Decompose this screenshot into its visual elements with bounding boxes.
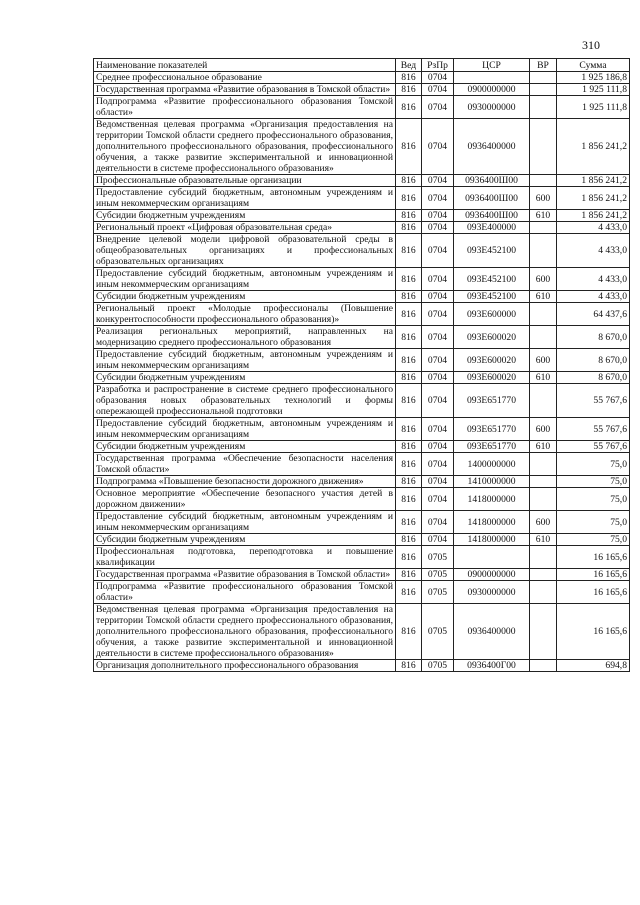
- row-rzpr: 0704: [422, 187, 454, 210]
- row-ved: 816: [396, 511, 422, 534]
- row-vr: [530, 234, 557, 268]
- row-sum: 75,0: [557, 476, 630, 488]
- row-vr: [530, 326, 557, 349]
- row-sum: 1 925 111,8: [557, 84, 630, 96]
- row-ved: 816: [396, 546, 422, 569]
- table-row: [94, 291, 630, 303]
- row-sum: 75,0: [557, 511, 630, 534]
- row-vr: 610: [530, 372, 557, 384]
- row-rzpr: 0704: [422, 511, 454, 534]
- row-vr: 610: [530, 291, 557, 303]
- row-csr: 093E600020: [454, 326, 530, 349]
- row-csr: 093E400000: [454, 222, 530, 234]
- row-vr: [530, 488, 557, 511]
- table-row: [94, 268, 630, 291]
- row-name: Субсидии бюджетным учреждениям: [94, 372, 396, 384]
- row-vr: [530, 660, 557, 672]
- row-name: Разработка и распространение в системе среднего профессионального образования новых образовательных технологий и формы опережающей профессиональной подготовки: [94, 384, 396, 418]
- table-row: [94, 326, 630, 349]
- row-rzpr: 0705: [422, 546, 454, 569]
- row-ved: 816: [396, 187, 422, 210]
- row-vr: 610: [530, 441, 557, 453]
- table-row: [94, 303, 630, 326]
- row-rzpr: 0704: [422, 210, 454, 222]
- row-name: Субсидии бюджетным учреждениям: [94, 291, 396, 303]
- row-name: Подпрограмма «Повышение безопасности дорожного движения»: [94, 476, 396, 488]
- row-vr: [530, 72, 557, 84]
- table-row: [94, 72, 630, 84]
- row-rzpr: 0704: [422, 175, 454, 187]
- row-rzpr: 0704: [422, 96, 454, 119]
- table-row: [94, 534, 630, 546]
- table-row: [94, 604, 630, 660]
- row-sum: 8 670,0: [557, 349, 630, 372]
- row-csr: 093E600020: [454, 349, 530, 372]
- row-sum: 1 925 186,8: [557, 72, 630, 84]
- row-name: Субсидии бюджетным учреждениям: [94, 441, 396, 453]
- row-csr: 1418000000: [454, 488, 530, 511]
- row-vr: [530, 581, 557, 604]
- header-csr: ЦСР: [454, 59, 530, 72]
- table-row: [94, 349, 630, 372]
- row-csr: 093E651770: [454, 441, 530, 453]
- row-vr: [530, 303, 557, 326]
- row-vr: [530, 546, 557, 569]
- row-rzpr: 0704: [422, 72, 454, 84]
- row-vr: [530, 222, 557, 234]
- row-sum: 4 433,0: [557, 234, 630, 268]
- row-ved: 816: [396, 534, 422, 546]
- row-name: Предоставление субсидий бюджетным, автономным учреждениям и иным некоммерческим организациям: [94, 511, 396, 534]
- row-ved: 816: [396, 569, 422, 581]
- row-rzpr: 0704: [422, 534, 454, 546]
- table-row: [94, 660, 630, 672]
- row-sum: 4 433,0: [557, 222, 630, 234]
- table-header-row: [94, 59, 630, 72]
- row-rzpr: 0704: [422, 488, 454, 511]
- row-vr: 610: [530, 210, 557, 222]
- row-rzpr: 0705: [422, 604, 454, 660]
- row-name: Предоставление субсидий бюджетным, автономным учреждениям и иным некоммерческим организациям: [94, 418, 396, 441]
- row-name: Организация дополнительного профессионального образования: [94, 660, 396, 672]
- table-row: [94, 569, 630, 581]
- row-ved: 816: [396, 660, 422, 672]
- row-name: Региональный проект «Цифровая образовательная среда»: [94, 222, 396, 234]
- row-ved: 816: [396, 488, 422, 511]
- row-csr: 093E452100: [454, 291, 530, 303]
- row-csr: 093E452100: [454, 268, 530, 291]
- row-ved: 816: [396, 119, 422, 175]
- row-vr: [530, 84, 557, 96]
- row-ved: 816: [396, 268, 422, 291]
- row-name: Государственная программа «Обеспечение безопасности населения Томской области»: [94, 453, 396, 476]
- table-row: [94, 84, 630, 96]
- row-csr: 0900000000: [454, 84, 530, 96]
- row-ved: 816: [396, 384, 422, 418]
- row-name: Внедрение целевой модели цифровой образовательной среды в общеобразовательных организациях и профессиональных образовательных организациях: [94, 234, 396, 268]
- table-row: [94, 488, 630, 511]
- row-rzpr: 0704: [422, 349, 454, 372]
- row-csr: 093E600020: [454, 372, 530, 384]
- table-row: [94, 418, 630, 441]
- row-csr: 0936400Ш00: [454, 187, 530, 210]
- row-vr: [530, 175, 557, 187]
- table-row: [94, 234, 630, 268]
- row-csr: 0936400000: [454, 119, 530, 175]
- row-csr: 093E651770: [454, 384, 530, 418]
- row-vr: 610: [530, 534, 557, 546]
- row-ved: 816: [396, 291, 422, 303]
- row-sum: 55 767,6: [557, 441, 630, 453]
- row-ved: 816: [396, 175, 422, 187]
- table-row: [94, 187, 630, 210]
- row-sum: 75,0: [557, 534, 630, 546]
- row-sum: 16 165,6: [557, 581, 630, 604]
- row-csr: 093E600000: [454, 303, 530, 326]
- table-row: [94, 210, 630, 222]
- row-csr: 0936400Ш00: [454, 175, 530, 187]
- row-ved: 816: [396, 581, 422, 604]
- row-sum: 55 767,6: [557, 384, 630, 418]
- row-rzpr: 0704: [422, 384, 454, 418]
- table-row: [94, 476, 630, 488]
- table-body: [94, 72, 630, 672]
- row-sum: 1 856 241,2: [557, 187, 630, 210]
- row-name: Предоставление субсидий бюджетным, автономным учреждениям и иным некоммерческим организациям: [94, 268, 396, 291]
- row-rzpr: 0705: [422, 581, 454, 604]
- row-name: Ведомственная целевая программа «Организация предоставления на территории Томской области среднего профессионального образования, дополнительного профессионального образования, профессионального обучения, а также развитие экспериментальной и инновационной деятельности в системе профессионального образования»: [94, 604, 396, 660]
- table-row: [94, 372, 630, 384]
- row-sum: 16 165,6: [557, 569, 630, 581]
- row-sum: 75,0: [557, 453, 630, 476]
- row-vr: [530, 476, 557, 488]
- row-name: Предоставление субсидий бюджетным, автономным учреждениям и иным некоммерческим организациям: [94, 187, 396, 210]
- row-ved: 816: [396, 303, 422, 326]
- row-name: Субсидии бюджетным учреждениям: [94, 534, 396, 546]
- row-rzpr: 0704: [422, 303, 454, 326]
- row-name: Государственная программа «Развитие образования в Томской области»: [94, 569, 396, 581]
- row-name: Профессиональная подготовка, переподготовка и повышение квалификации: [94, 546, 396, 569]
- table-row: [94, 222, 630, 234]
- row-name: Основное мероприятие «Обеспечение безопасного участия детей в дорожном движении»: [94, 488, 396, 511]
- row-name: Государственная программа «Развитие образования в Томской области»: [94, 84, 396, 96]
- row-name: Ведомственная целевая программа «Организация предоставления на территории Томской области среднего профессионального образования, дополнительного профессионального образования, профессионального обучения, а также развитие экспериментальной и инновационной деятельности в системе профессионального образования»: [94, 119, 396, 175]
- row-csr: 0936400Ш00: [454, 210, 530, 222]
- row-sum: 16 165,6: [557, 604, 630, 660]
- row-rzpr: 0704: [422, 418, 454, 441]
- row-sum: 55 767,6: [557, 418, 630, 441]
- row-sum: 4 433,0: [557, 268, 630, 291]
- row-sum: 8 670,0: [557, 372, 630, 384]
- row-rzpr: 0704: [422, 268, 454, 291]
- row-csr: [454, 546, 530, 569]
- row-name: Среднее профессиональное образование: [94, 72, 396, 84]
- row-vr: 600: [530, 349, 557, 372]
- table-row: [94, 96, 630, 119]
- table-row: [94, 546, 630, 569]
- row-ved: 816: [396, 210, 422, 222]
- row-csr: 0930000000: [454, 96, 530, 119]
- row-ved: 816: [396, 476, 422, 488]
- row-rzpr: 0704: [422, 234, 454, 268]
- row-name: Предоставление субсидий бюджетным, автономным учреждениям и иным некоммерческим организациям: [94, 349, 396, 372]
- row-sum: 75,0: [557, 488, 630, 511]
- row-sum: 4 433,0: [557, 291, 630, 303]
- row-sum: 1 856 241,2: [557, 119, 630, 175]
- row-sum: 1 856 241,2: [557, 210, 630, 222]
- row-name: Подпрограмма «Развитие профессионального образования Томской области»: [94, 96, 396, 119]
- header-rzpr: РзПр: [422, 59, 454, 72]
- row-name: Региональный проект «Молодые профессионалы (Повышение конкурентоспособности профессионального образования)»: [94, 303, 396, 326]
- row-vr: 600: [530, 511, 557, 534]
- row-ved: 816: [396, 234, 422, 268]
- row-ved: 816: [396, 96, 422, 119]
- table-row: [94, 453, 630, 476]
- row-sum: 1 925 111,8: [557, 96, 630, 119]
- row-name: Субсидии бюджетным учреждениям: [94, 210, 396, 222]
- row-rzpr: 0704: [422, 453, 454, 476]
- row-sum: 64 437,6: [557, 303, 630, 326]
- row-rzpr: 0704: [422, 291, 454, 303]
- row-ved: 816: [396, 453, 422, 476]
- row-ved: 816: [396, 372, 422, 384]
- row-ved: 816: [396, 418, 422, 441]
- row-csr: 093E651770: [454, 418, 530, 441]
- table-row: [94, 441, 630, 453]
- row-vr: 600: [530, 268, 557, 291]
- row-ved: 816: [396, 84, 422, 96]
- row-vr: [530, 119, 557, 175]
- row-csr: 1418000000: [454, 511, 530, 534]
- table-row: [94, 175, 630, 187]
- row-rzpr: 0704: [422, 372, 454, 384]
- row-csr: 1400000000: [454, 453, 530, 476]
- row-rzpr: 0705: [422, 569, 454, 581]
- table-row: [94, 119, 630, 175]
- row-name: Профессиональные образовательные организации: [94, 175, 396, 187]
- row-vr: [530, 604, 557, 660]
- row-vr: 600: [530, 187, 557, 210]
- header-ved: Вед: [396, 59, 422, 72]
- row-csr: [454, 72, 530, 84]
- row-ved: 816: [396, 222, 422, 234]
- row-rzpr: 0704: [422, 441, 454, 453]
- row-ved: 816: [396, 349, 422, 372]
- row-rzpr: 0704: [422, 222, 454, 234]
- row-sum: 1 856 241,2: [557, 175, 630, 187]
- row-csr: 0936400Г00: [454, 660, 530, 672]
- row-rzpr: 0704: [422, 326, 454, 349]
- row-sum: 16 165,6: [557, 546, 630, 569]
- row-csr: 1410000000: [454, 476, 530, 488]
- table-row: [94, 511, 630, 534]
- header-name: Наименование показателей: [94, 59, 396, 72]
- row-csr: 0936400000: [454, 604, 530, 660]
- row-rzpr: 0704: [422, 476, 454, 488]
- header-sum: Сумма: [557, 59, 630, 72]
- row-vr: 600: [530, 418, 557, 441]
- row-ved: 816: [396, 604, 422, 660]
- row-ved: 816: [396, 441, 422, 453]
- table-row: [94, 581, 630, 604]
- row-csr: 1418000000: [454, 534, 530, 546]
- row-sum: 8 670,0: [557, 326, 630, 349]
- row-vr: [530, 384, 557, 418]
- row-rzpr: 0705: [422, 660, 454, 672]
- row-rzpr: 0704: [422, 84, 454, 96]
- row-name: Подпрограмма «Развитие профессионального образования Томской области»: [94, 581, 396, 604]
- row-ved: 816: [396, 72, 422, 84]
- budget-table: [93, 58, 630, 672]
- header-vr: ВР: [530, 59, 557, 72]
- row-rzpr: 0704: [422, 119, 454, 175]
- row-vr: [530, 569, 557, 581]
- page-number: 310: [582, 38, 600, 52]
- table-row: [94, 384, 630, 418]
- row-ved: 816: [396, 326, 422, 349]
- row-csr: 093E452100: [454, 234, 530, 268]
- row-csr: 0930000000: [454, 581, 530, 604]
- row-sum: 694,8: [557, 660, 630, 672]
- row-vr: [530, 96, 557, 119]
- row-csr: 0900000000: [454, 569, 530, 581]
- row-name: Реализация региональных мероприятий, направленных на модернизацию среднего профессионального образования: [94, 326, 396, 349]
- row-vr: [530, 453, 557, 476]
